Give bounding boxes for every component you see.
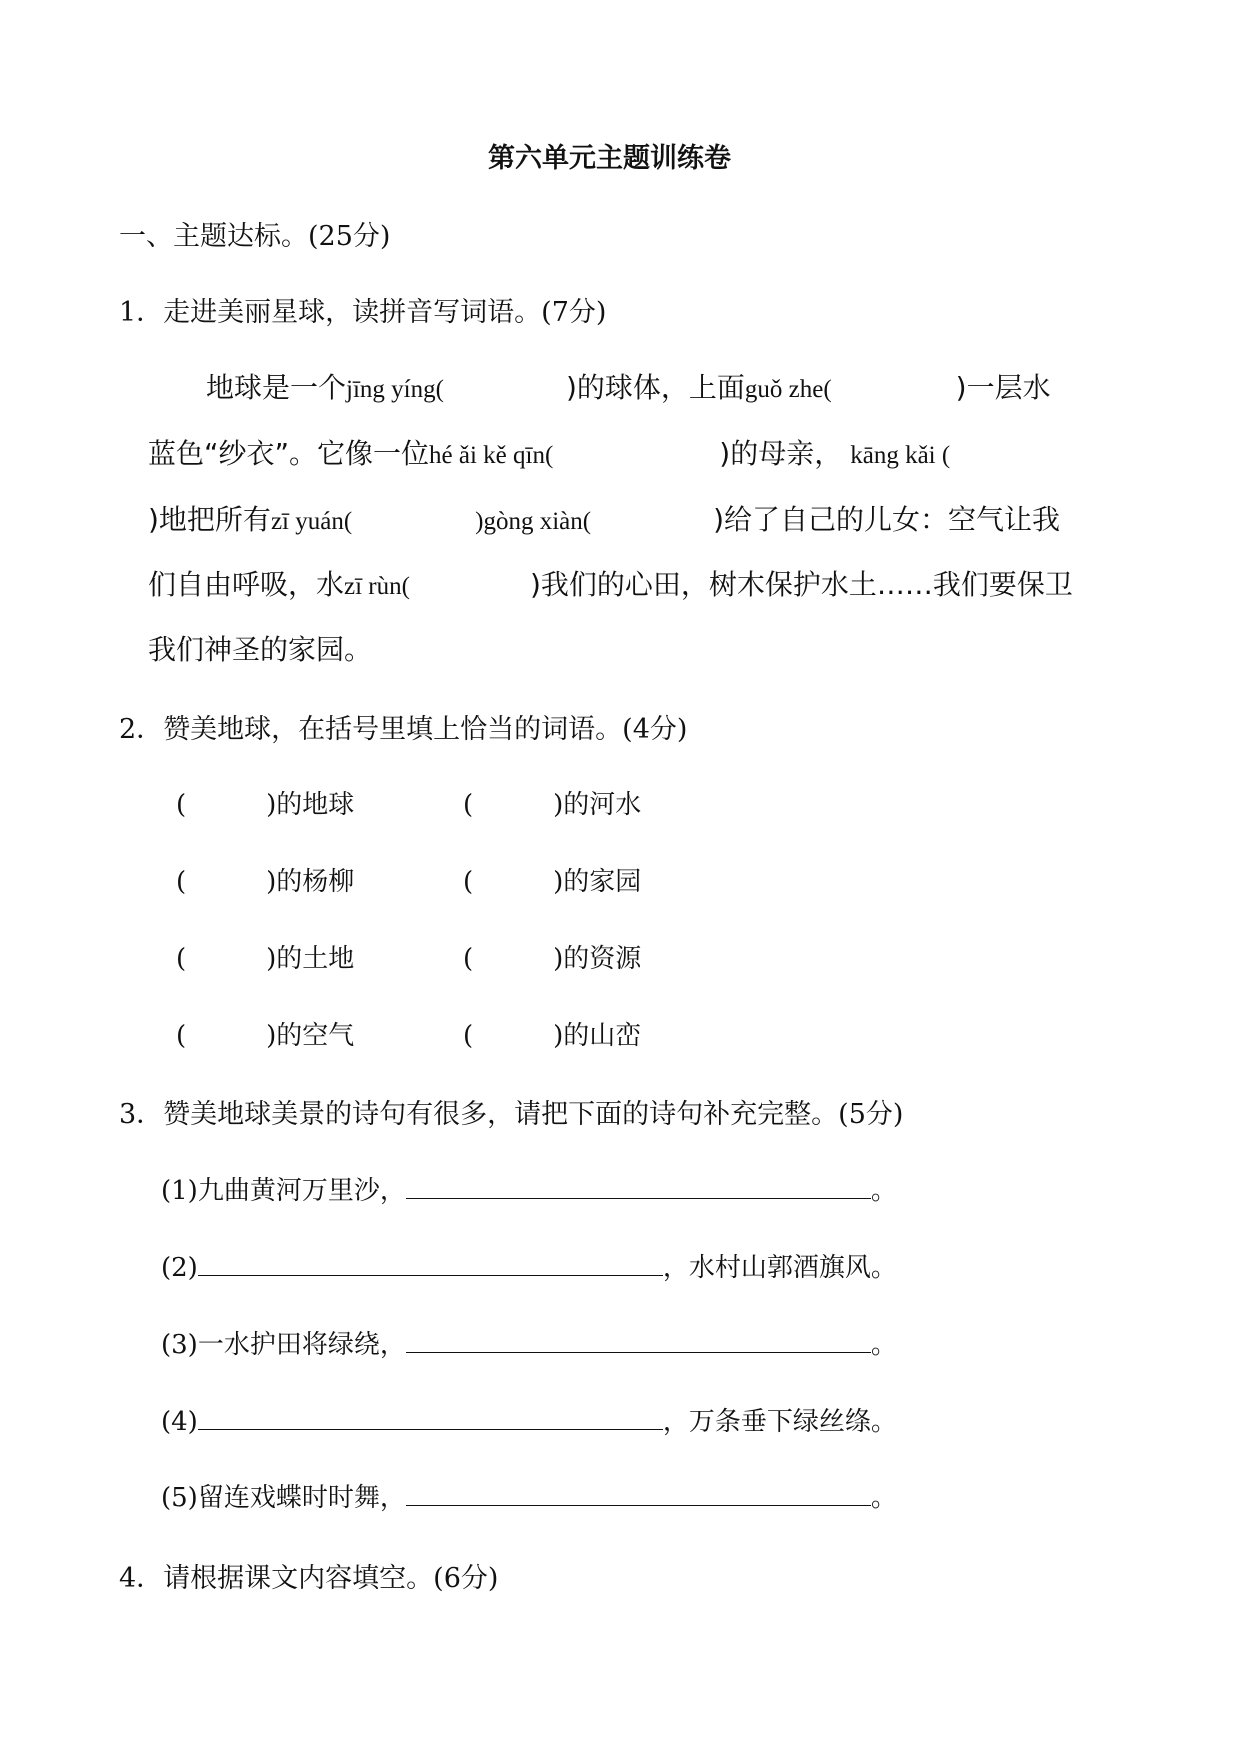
q2-left-suffix: )的空气 — [266, 1021, 355, 1051]
q1-line1-text-b: )的球体，上面 — [565, 371, 745, 404]
poem-suffix: 。 — [870, 1483, 897, 1513]
open-paren: ( — [463, 867, 474, 897]
answer-line[interactable] — [198, 1428, 663, 1430]
q1-line-5: 我们神圣的家园。 — [148, 633, 373, 666]
q2-left-suffix: )的土地 — [266, 944, 355, 974]
open-paren: ( — [176, 1021, 187, 1051]
pinyin-gong-xian: )gòng xiàn( — [475, 508, 592, 535]
question-3-title: 3．赞美地球美景的诗句有很多，请把下面的诗句补充完整。(5分) — [119, 1099, 904, 1130]
q1-line2-text-a: 蓝色“纱衣”。它像一位 — [148, 437, 430, 470]
open-paren: ( — [176, 944, 187, 974]
q2-right-suffix: )的河水 — [553, 790, 642, 820]
q2-right-suffix: )的资源 — [553, 944, 642, 974]
q3-item-3 — [161, 1324, 897, 1361]
q2-right-suffix: )的山峦 — [553, 1021, 642, 1051]
q1-line1-text-a: 地球是一个 — [206, 371, 347, 404]
pinyin-he-ai-ke-qin: hé ǎi kě qīn( — [429, 442, 554, 469]
open-paren: ( — [176, 867, 187, 897]
question-1-title: 1．走进美丽星球，读拼音写词语。(7分) — [119, 297, 607, 328]
q2-row-1-right — [463, 784, 641, 821]
q2-row-2 — [176, 861, 354, 898]
poem-suffix: 。 — [870, 1330, 897, 1360]
poem-prefix: (2) — [161, 1253, 198, 1283]
open-paren: ( — [463, 944, 474, 974]
q2-row-3-right — [463, 938, 641, 975]
poem-suffix: 。 — [870, 1176, 897, 1206]
pinyin-guo-zhe: guǒ zhe( — [744, 376, 832, 403]
page-title: 第六单元主题训练卷 — [488, 143, 731, 174]
q3-item-1 — [161, 1170, 897, 1207]
open-paren: ( — [176, 790, 187, 820]
answer-line[interactable] — [198, 1274, 663, 1276]
answer-line[interactable] — [406, 1197, 871, 1199]
q3-item-5 — [161, 1477, 897, 1514]
q1-line1-text-c: )一层水 — [955, 371, 1051, 404]
pinyin-jing-ying: jīng yíng( — [346, 376, 444, 403]
q1-line-3 — [148, 498, 1060, 538]
q3-item-4 — [161, 1401, 897, 1438]
question-2-title: 2．赞美地球，在括号里填上恰当的词语。(4分) — [119, 714, 688, 745]
q2-row-2-right — [463, 861, 641, 898]
q1-line2-text-b: )的母亲， — [719, 437, 843, 470]
poem-suffix: ，万条垂下绿丝绦。 — [662, 1407, 897, 1437]
open-paren: ( — [463, 1021, 474, 1051]
pinyin-zi-run: zī rùn( — [344, 573, 410, 600]
q1-line4-text-a: 们自由呼吸，水 — [148, 568, 345, 601]
q1-line-2 — [148, 432, 950, 472]
poem-prefix: (5)留连戏蝶时时舞， — [161, 1483, 406, 1513]
q1-line3-text-a: )地把所有 — [148, 503, 271, 536]
answer-line[interactable] — [406, 1504, 871, 1506]
question-4-title: 4．请根据课文内容填空。(6分) — [119, 1563, 499, 1594]
poem-suffix: ，水村山郭酒旗风。 — [662, 1253, 897, 1283]
q1-line-1 — [206, 366, 1051, 406]
answer-line[interactable] — [406, 1351, 871, 1353]
poem-prefix: (3)一水护田将绿绕， — [161, 1330, 406, 1360]
poem-prefix: (1)九曲黄河万里沙， — [161, 1176, 406, 1206]
q2-right-suffix: )的家园 — [553, 867, 642, 897]
q2-row-4 — [176, 1015, 354, 1052]
q2-left-suffix: )的地球 — [266, 790, 355, 820]
q2-left-suffix: )的杨柳 — [266, 867, 355, 897]
pinyin-zi-yuan: zī yuán( — [270, 508, 353, 535]
q2-row-3 — [176, 938, 354, 975]
pinyin-kang-kai: kāng kǎi ( — [850, 442, 951, 469]
q1-line4-text-b: )我们的心田，树木保护水土……我们要保卫 — [529, 568, 1073, 601]
q1-line3-text-b: )给了自己的儿女：空气让我 — [713, 503, 1061, 536]
poem-prefix: (4) — [161, 1407, 198, 1437]
q2-row-4-right — [463, 1015, 641, 1052]
q3-item-2 — [161, 1247, 897, 1284]
section-heading: 一、主题达标。(25分) — [119, 221, 391, 252]
q1-line-4 — [148, 563, 1073, 603]
q2-row-1 — [176, 784, 354, 821]
open-paren: ( — [463, 790, 474, 820]
